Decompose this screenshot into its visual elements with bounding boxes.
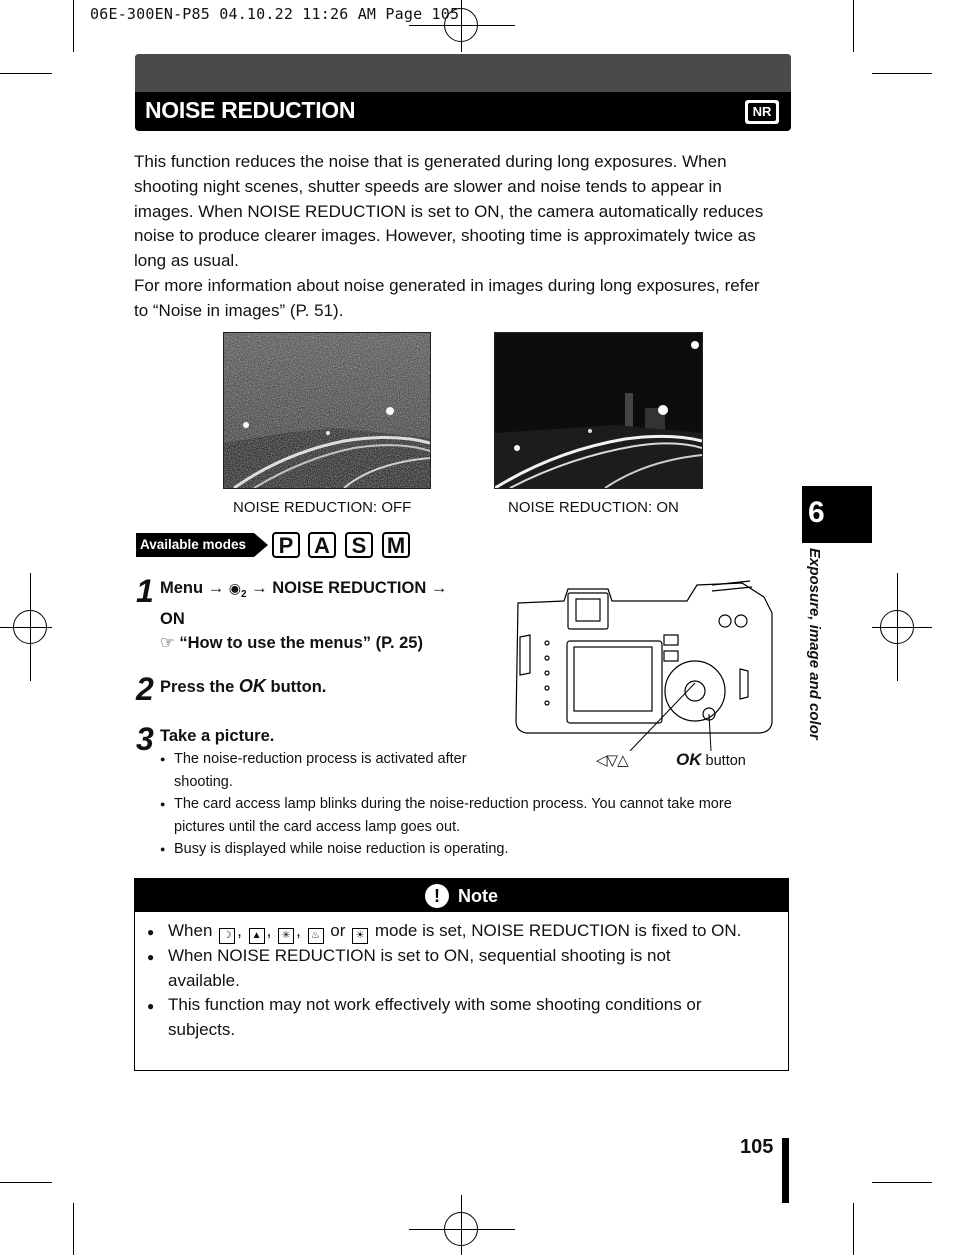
mode-a-icon: A xyxy=(308,532,336,558)
registration-mark-line xyxy=(872,627,932,628)
photo-noise-reduction-off xyxy=(223,332,431,489)
nr-icon-label: NR xyxy=(748,103,776,121)
section-title-bar xyxy=(135,54,791,131)
candle-scene-icon: ♨ xyxy=(308,928,324,944)
chapter-label-text: Exposure, image and color xyxy=(806,548,823,740)
registration-mark-line xyxy=(461,1195,462,1255)
page-number-bar xyxy=(782,1138,789,1203)
list-item: ● The card access lamp blinks during the noise-reduction process. You cannot take more pictures until the card access lamp goes out. xyxy=(160,793,785,838)
note-when: When xyxy=(168,921,213,940)
menu-value: ON xyxy=(160,609,185,628)
menu-setting: NOISE REDUCTION xyxy=(272,579,427,597)
note-title: Note xyxy=(458,886,498,906)
title-bar-top xyxy=(135,54,791,92)
intro-text xyxy=(134,150,774,324)
note-or: or xyxy=(330,921,346,940)
available-modes-label: Available modes xyxy=(140,537,247,552)
crop-mark xyxy=(0,1182,52,1183)
registration-mark-line xyxy=(409,1229,515,1230)
mode-p-icon: P xyxy=(272,532,300,558)
registration-mark-line xyxy=(0,627,52,628)
note-box xyxy=(134,878,789,1071)
crop-mark xyxy=(0,73,52,74)
arrow-icon: → xyxy=(207,579,225,597)
camera-2-icon: $◉_2$ xyxy=(228,580,247,600)
chapter-number: 6 xyxy=(808,496,825,529)
fireworks-scene-icon: ✳ xyxy=(278,928,294,944)
note-list xyxy=(147,919,747,1042)
chapter-tab xyxy=(802,486,872,543)
available-modes-badge xyxy=(136,533,268,557)
list-item: ● Busy is displayed while noise reduction is operating. xyxy=(160,838,785,861)
chapter-label xyxy=(806,548,826,788)
press-text: Press the xyxy=(160,678,235,696)
photo-caption-off: NOISE REDUCTION: OFF xyxy=(233,499,412,516)
registration-mark-line xyxy=(461,0,462,52)
step-3-instruction: Take a picture. xyxy=(160,727,275,745)
list-item: ● When NOISE REDUCTION is set to ON, sequential shooting is not available. xyxy=(147,944,747,993)
arrow-pad-icon: ◁▽△ xyxy=(596,752,628,769)
arrow-icon: → xyxy=(430,579,448,597)
crop-mark xyxy=(73,1203,74,1255)
menu-reference: “How to use the menus” (P. 25) xyxy=(179,633,423,652)
arrow-icon: → xyxy=(251,579,268,597)
list-item: ● When ☽ , ▲ , ✳ , ♨ or ☀ mode is set, NOISE REDUCTION is fixed to ON. xyxy=(147,919,747,944)
ok-label: OK xyxy=(238,676,266,696)
crop-mark xyxy=(853,0,854,52)
step-2-instruction xyxy=(160,674,326,699)
night-portrait-scene-icon: ☽ xyxy=(219,928,235,944)
note-rest: mode is set, NOISE REDUCTION is fixed to ON. xyxy=(374,921,742,940)
intro-paragraph: For more information about noise generated in images during long exposures, refer to “Noise in images” (P. 51). xyxy=(134,275,760,320)
photo-noise-reduction-on xyxy=(494,332,703,489)
sunset-scene-icon: ☀ xyxy=(352,928,368,944)
mode-s-icon: S xyxy=(345,532,373,558)
print-slug: 06E-300EN-P85 04.10.22 11:26 AM Page 105 xyxy=(90,5,460,23)
list-item: ● This function may not work effectively with some shooting conditions or subjects. xyxy=(147,993,747,1042)
step-number: 1 xyxy=(136,573,154,609)
step-1-instruction xyxy=(160,576,500,655)
reference-hand-icon: ☞ xyxy=(160,633,175,652)
menu-word: Menu xyxy=(160,579,204,597)
camera-back-illustration xyxy=(512,573,776,751)
button-word: button xyxy=(705,753,746,769)
night-scene-icon: ▲ xyxy=(249,928,265,944)
page-title: NOISE REDUCTION xyxy=(145,97,356,123)
exclamation-icon: ! xyxy=(425,884,449,908)
photo-caption-on: NOISE REDUCTION: ON xyxy=(508,499,679,516)
ok-label: OK xyxy=(676,750,702,769)
crop-mark xyxy=(853,1203,854,1255)
step-number: 2 xyxy=(136,671,154,707)
mode-m-icon: M xyxy=(382,532,410,558)
step-number: 3 xyxy=(136,721,154,757)
crop-mark xyxy=(872,1182,932,1183)
page-number: 105 xyxy=(740,1136,774,1158)
intro-paragraph: This function reduces the noise that is generated during long exposures. When shooting night scenes, shutter speeds are slower and noise tends to appear in images. When NOISE REDUCTION is set to ON, the camera automatically reduces noise to produce clearer images. However, shooting time is approximately twice as long as usual. xyxy=(134,152,764,271)
crop-mark xyxy=(73,0,74,52)
crop-mark xyxy=(872,73,932,74)
button-text: button. xyxy=(270,678,327,696)
list-item: ● The noise-reduction process is activated after shooting. xyxy=(160,748,509,793)
note-header xyxy=(135,879,788,912)
nr-icon xyxy=(745,100,779,124)
ok-button-label xyxy=(676,750,746,770)
registration-mark-line xyxy=(409,25,515,26)
